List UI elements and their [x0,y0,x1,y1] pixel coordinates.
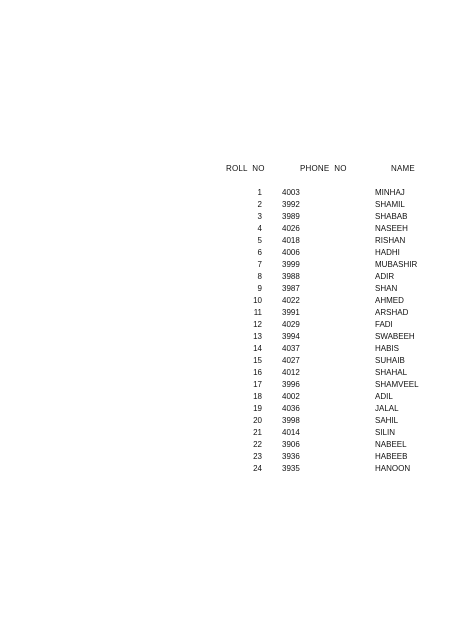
roll-number-cell: 10 [253,296,262,305]
student-name-cell: SAHIL [375,416,399,425]
roll-number-cell: 13 [253,332,262,341]
roll-number-cell: 19 [253,404,262,413]
phone-number-cell: 3996 [282,380,300,389]
roll-number-cell: 24 [253,464,262,473]
student-name-cell: NASEEH [375,224,408,233]
phone-number-cell: 3992 [282,200,300,209]
phone-number-cell: 4002 [282,392,300,401]
roll-number-cell: 21 [253,428,262,437]
table-row [0,295,474,307]
phone-number-cell: 4027 [282,356,300,365]
roll-number-cell: 16 [253,368,262,377]
student-name-cell: SILIN [375,428,396,437]
student-name-cell: HADHI [375,248,400,257]
roll-number-cell: 2 [257,200,262,209]
table-row [0,367,474,379]
student-name-cell: AHMED [375,296,404,305]
student-name-cell: FADI [375,320,393,329]
roll-number-cell: 14 [253,344,262,353]
table-row [0,343,474,355]
student-name-cell: MINHAJ [375,188,405,197]
table-row [0,247,474,259]
student-name-cell: ADIL [375,392,393,401]
phone-number-cell: 3988 [282,272,300,281]
table-row [0,355,474,367]
phone-number-cell: 4029 [282,320,300,329]
header-name: NAME [391,164,415,173]
student-name-cell: NABEEL [375,440,407,449]
student-name-cell: SHAMIL [375,200,405,209]
table-row [0,331,474,343]
phone-number-cell: 4026 [282,224,300,233]
table-row [0,415,474,427]
table-row [0,319,474,331]
phone-number-cell: 4003 [282,188,300,197]
phone-number-cell: 4037 [282,344,300,353]
roll-number-cell: 20 [253,416,262,425]
phone-number-cell: 3935 [282,464,300,473]
roll-number-cell: 4 [257,224,262,233]
phone-number-cell: 3936 [282,452,300,461]
roll-number-cell: 18 [253,392,262,401]
phone-number-cell: 4022 [282,296,300,305]
roll-number-cell: 5 [257,236,262,245]
student-name-cell: HANOON [375,464,411,473]
roll-number-cell: 11 [253,308,262,317]
roll-number-cell: 8 [257,272,262,281]
roll-number-cell: 6 [257,248,262,257]
roll-number-cell: 12 [253,320,262,329]
phone-number-cell: 3991 [282,308,300,317]
header-roll-no: ROLL NO [226,164,265,173]
table-row [0,223,474,235]
phone-number-cell: 3989 [282,212,300,221]
student-name-cell: SHAMVEEL [375,380,419,389]
student-name-cell: JALAL [375,404,399,413]
table-row [0,199,474,211]
phone-number-cell: 4014 [282,428,300,437]
phone-number-cell: 4036 [282,404,300,413]
roll-number-cell: 7 [257,260,262,269]
table-row [0,187,474,199]
roll-number-cell: 1 [257,188,262,197]
table-row [0,271,474,283]
table-row [0,463,474,475]
phone-number-cell: 3999 [282,260,300,269]
roll-number-cell: 22 [253,440,262,449]
student-name-cell: HABEEB [375,452,408,461]
table-row [0,235,474,247]
roll-number-cell: 15 [253,356,262,365]
roll-number-cell: 23 [253,452,262,461]
phone-number-cell: 4012 [282,368,300,377]
student-list [0,187,474,475]
roll-number-cell: 9 [257,284,262,293]
phone-number-cell: 3987 [282,284,300,293]
table-row [0,211,474,223]
phone-number-cell: 4018 [282,236,300,245]
table-row [0,259,474,271]
phone-number-cell: 3998 [282,416,300,425]
table-row [0,451,474,463]
student-name-cell: RISHAN [375,236,406,245]
table-row [0,439,474,451]
table-row [0,391,474,403]
table-row [0,283,474,295]
roll-number-cell: 17 [253,380,262,389]
student-name-cell: ADIR [375,272,395,281]
table-row [0,403,474,415]
phone-number-cell: 4006 [282,248,300,257]
phone-number-cell: 3906 [282,440,300,449]
student-name-cell: SHAHAL [375,368,408,377]
student-name-cell: SUHAIB [375,356,405,365]
table-row [0,307,474,319]
table-row [0,379,474,391]
header-phone-no: PHONE NO [300,164,347,173]
table-row [0,427,474,439]
student-name-cell: SHABAB [375,212,408,221]
student-name-cell: SWABEEH [375,332,415,341]
phone-number-cell: 3994 [282,332,300,341]
roll-number-cell: 3 [257,212,262,221]
student-name-cell: ARSHAD [375,308,409,317]
student-name-cell: SHAN [375,284,398,293]
student-name-cell: HABIS [375,344,400,353]
student-name-cell: MUBASHIR [375,260,418,269]
